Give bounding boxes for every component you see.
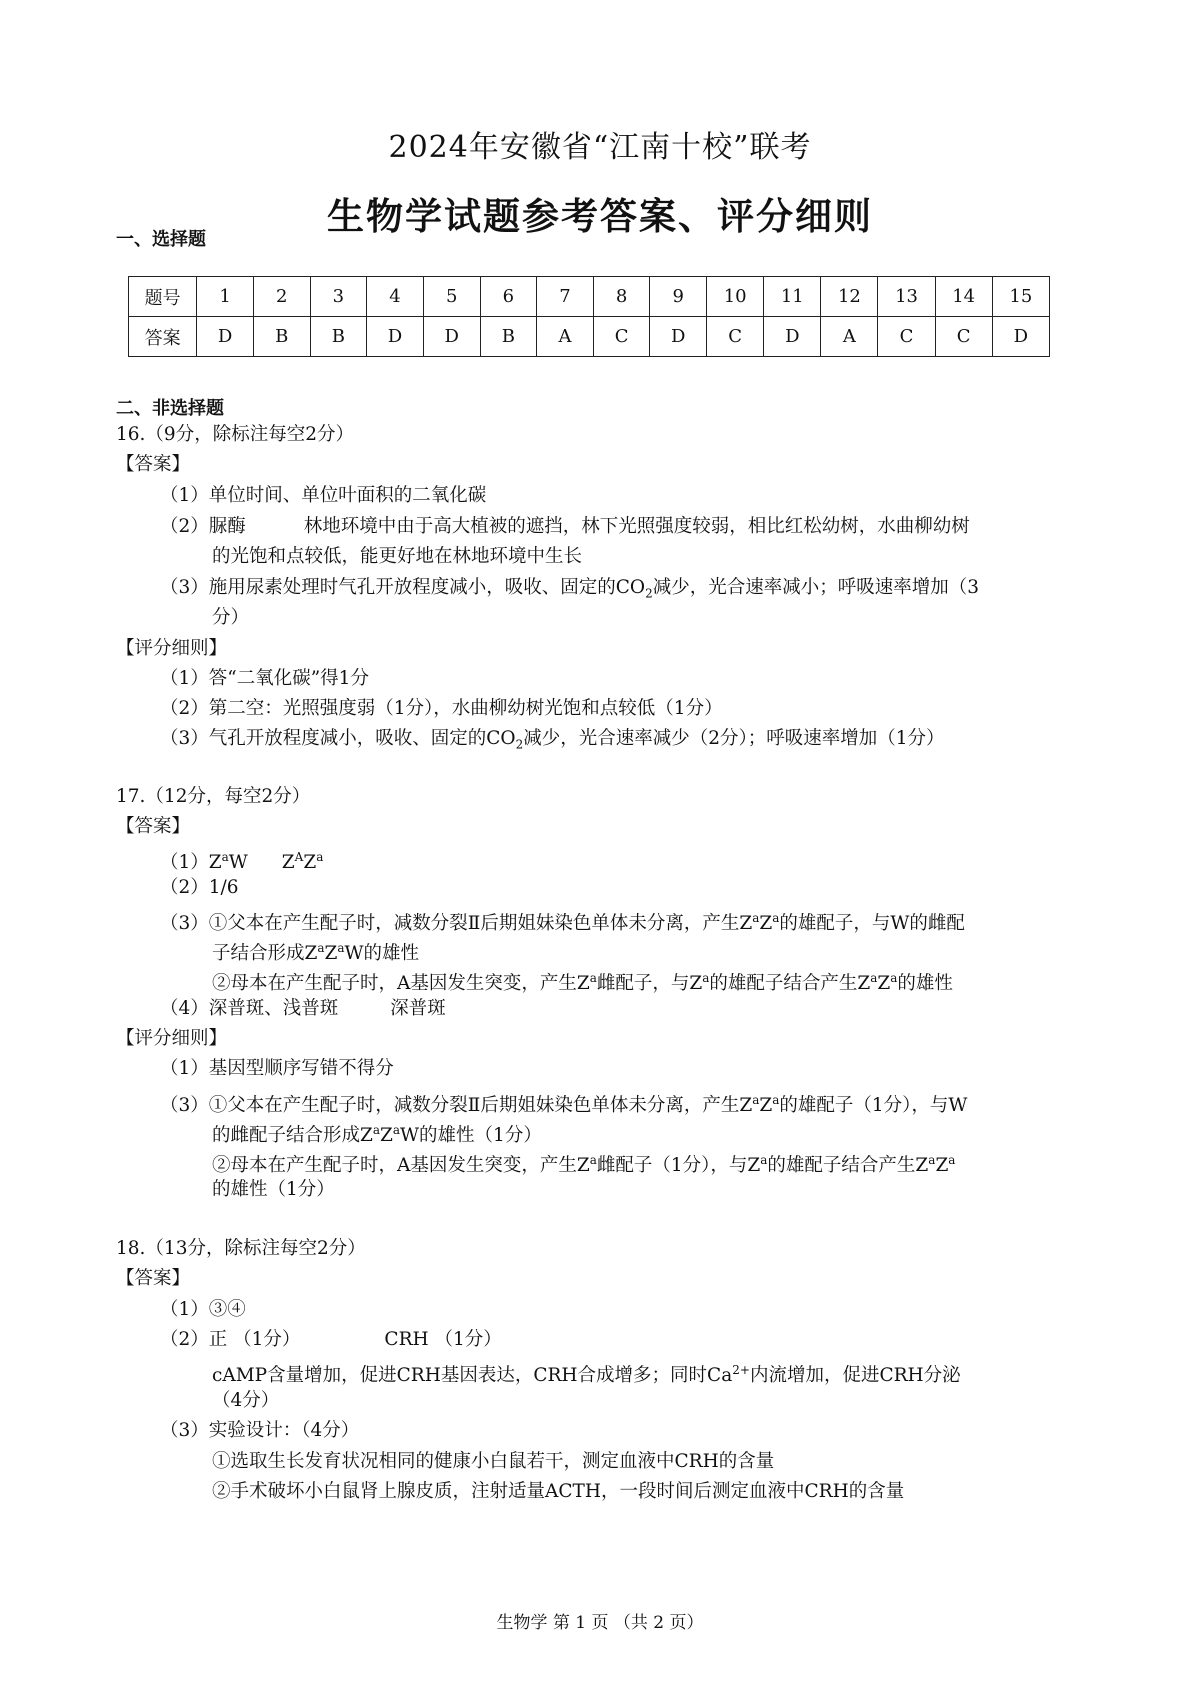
answer-table <box>128 276 1050 357</box>
text-span: 的雄性 <box>897 973 953 995</box>
text-span: Z <box>877 973 891 995</box>
question-number: 9 <box>650 277 707 317</box>
answer-cell: D <box>764 317 821 357</box>
q17-rubric-tag: 【评分细则】 <box>116 1028 228 1049</box>
q18-answer-2-line2 <box>212 1355 961 1391</box>
superscript: a <box>870 971 878 985</box>
superscript: a <box>221 850 229 864</box>
row-label-answer: 答案 <box>129 317 197 357</box>
superscript: a <box>752 911 760 925</box>
text-span: Z <box>324 943 338 965</box>
superscript: a <box>372 1123 381 1137</box>
answer-cell: C <box>593 317 650 357</box>
table-row-answers <box>129 317 1050 357</box>
q18-answer-3: （3）实验设计：（4分） <box>160 1420 360 1441</box>
question-number: 3 <box>310 277 367 317</box>
question-number: 14 <box>935 277 992 317</box>
q18-answer-3-step1: ①选取生长发育状况相同的健康小白鼠若干，测定血液中CRH的含量 <box>212 1451 775 1472</box>
superscript: a <box>890 971 898 985</box>
q17-rubric-1: （1）基因型顺序写错不得分 <box>160 1058 394 1079</box>
question-number: 13 <box>878 277 935 317</box>
answer-cell: C <box>707 317 764 357</box>
text-span: Z <box>281 852 295 874</box>
q18-answer-tag: 【答案】 <box>116 1268 191 1289</box>
q17-heading: 17.（12分，每空2分） <box>116 786 311 807</box>
answer-cell: C <box>935 317 992 357</box>
text-span: 的雄配子，与W的雌配 <box>779 913 965 935</box>
subscript: 2 <box>645 586 653 601</box>
text-span: 的雄配子结合产生Z <box>709 973 871 995</box>
superscript: a <box>392 1123 401 1137</box>
answer-cell: B <box>253 317 310 357</box>
superscript: a <box>760 1153 768 1167</box>
question-number: 12 <box>821 277 878 317</box>
text-span: （1）Z <box>160 852 222 874</box>
text-span: 深普斑 <box>390 998 446 1019</box>
page-footer: 生物学 第 1 页 （共 2 页） <box>496 1613 704 1633</box>
question-number: 4 <box>367 277 424 317</box>
answer-cell: D <box>992 317 1049 357</box>
question-number: 5 <box>423 277 480 317</box>
q16-answer-3 <box>160 573 979 609</box>
question-number: 7 <box>537 277 594 317</box>
q16-rubric-2: （2）第二空：光照强度弱（1分），水曲柳幼树光饱和点较低（1分） <box>160 698 723 719</box>
row-label-number: 题号 <box>129 277 197 317</box>
answer-cell: A <box>821 317 878 357</box>
superscript: a <box>948 1153 956 1167</box>
document-title: 生物学试题参考答案、评分细则 <box>327 195 873 238</box>
superscript: a <box>702 971 710 985</box>
q17-answer-2: （2）1/6 <box>160 877 239 898</box>
q16-heading: 16.（9分，除标注每空2分） <box>116 424 354 445</box>
text-span: W的雄性（1分） <box>400 1125 542 1147</box>
text-span: 子结合形成Z <box>212 943 318 965</box>
text-span: （4）深普斑、浅普斑 <box>160 998 339 1019</box>
table-row-numbers <box>129 277 1050 317</box>
q18-answer-2-line3: （4分） <box>212 1390 280 1411</box>
text-span: Z <box>759 913 773 935</box>
text-span: cAMP含量增加，促进CRH基因表达，CRH合成增多；同时Ca <box>212 1365 733 1387</box>
text-span: ②母本在产生配子时，A基因发生突变，产生Z <box>212 973 590 995</box>
text-span: （3）①父本在产生配子时，减数分裂Ⅱ后期姐妹染色单体未分离，产生Z <box>160 913 753 935</box>
superscript: a <box>317 941 325 955</box>
answer-cell: D <box>197 317 254 357</box>
q17-answer-4 <box>160 994 446 1024</box>
superscript: a <box>316 850 324 864</box>
question-number: 11 <box>764 277 821 317</box>
text-span: W <box>228 852 248 874</box>
text-span: W的雄性 <box>344 943 420 965</box>
q18-answer-2 <box>160 1325 502 1355</box>
question-number: 8 <box>593 277 650 317</box>
text-span: （3）气孔开放程度减小，吸收、固定的CO <box>160 728 516 749</box>
superscript: 2+ <box>732 1363 750 1377</box>
text-span: Z <box>303 852 317 874</box>
superscript: a <box>589 971 597 985</box>
text-span: （2）正 （1分） <box>160 1329 301 1350</box>
text-span: 雌配子，与Z <box>596 973 703 995</box>
q16-answer-1: （1）单位时间、单位叶面积的二氧化碳 <box>160 485 487 506</box>
text-span: 减少，光合速率减少（2分）；呼吸速率增加（1分） <box>523 728 945 749</box>
q16-rubric-1: （1）答“二氧化碳”得1分 <box>160 668 369 689</box>
superscript: A <box>294 850 304 864</box>
section-heading-nonchoice: 二、非选择题 <box>116 398 224 419</box>
q16-answer-2-cont: 的光饱和点较低，能更好地在林地环境中生长 <box>212 546 583 567</box>
question-number: 1 <box>197 277 254 317</box>
text-span: （3）施用尿素处理时气孔开放程度减小，吸收、固定的CO <box>160 577 646 598</box>
answer-cell: B <box>310 317 367 357</box>
q16-answer-2 <box>160 512 970 542</box>
question-number: 10 <box>707 277 764 317</box>
q18-heading: 18.（13分，除标注每空2分） <box>116 1238 366 1259</box>
q16-answer-tag: 【答案】 <box>116 454 191 475</box>
answer-cell: D <box>650 317 707 357</box>
exam-title: 2024年安徽省“江南十校”联考 <box>388 130 812 165</box>
text-span: 内流增加，促进CRH分泌 <box>749 1365 961 1387</box>
text-span: 的雄配子结合产生Z <box>767 1155 929 1177</box>
superscript: a <box>752 1093 760 1107</box>
q16-answer-3-cont: 分） <box>212 607 250 628</box>
answer-cell: C <box>878 317 935 357</box>
q18-answer-3-step2: ②手术破坏小白鼠肾上腺皮质，注射适量ACTH，一段时间后测定血液中CRH的含量 <box>212 1481 905 1502</box>
superscript: a <box>337 941 345 955</box>
q17-answer-tag: 【答案】 <box>116 816 191 837</box>
answer-cell: D <box>367 317 424 357</box>
text-span: ②母本在产生配子时，A基因发生突变，产生Z <box>212 1155 590 1177</box>
text-span: 的雌配子结合形成Z <box>212 1125 373 1147</box>
question-number: 6 <box>480 277 537 317</box>
q17-rubric-3-2-cont: 的雄性（1分） <box>212 1179 335 1200</box>
answer-cell: D <box>423 317 480 357</box>
text-span: 的雄配子（1分），与W <box>779 1095 968 1117</box>
section-heading-choice: 一、选择题 <box>116 229 206 250</box>
text-span: 减少，光合速率减小；呼吸速率增加（3 <box>652 577 980 598</box>
text-span: Z <box>759 1095 773 1117</box>
text-span: Z <box>380 1125 393 1147</box>
question-number: 2 <box>253 277 310 317</box>
subscript: 2 <box>515 737 524 752</box>
q16-rubric-tag: 【评分细则】 <box>116 638 228 659</box>
superscript: a <box>772 1093 780 1107</box>
text-span: Z <box>935 1155 949 1177</box>
text-span: CRH （1分） <box>384 1329 502 1350</box>
text-span: （3）①父本在产生配子时，减数分裂Ⅱ后期姐妹染色单体未分离，产生Z <box>160 1095 753 1117</box>
q18-answer-1: （1）③④ <box>160 1299 246 1320</box>
superscript: a <box>589 1153 597 1167</box>
superscript: a <box>928 1153 936 1167</box>
answer-cell: B <box>480 317 537 357</box>
q16-answer-2-blank2: 林地环境中由于高大植被的遮挡，林下光照强度较弱，相比红松幼树，水曲柳幼树 <box>303 516 970 537</box>
superscript: a <box>772 911 780 925</box>
text-span: 雌配子（1分），与Z <box>596 1155 761 1177</box>
q16-answer-2-blank1: （2）脲酶 <box>160 516 246 537</box>
answer-cell: A <box>537 317 594 357</box>
question-number: 15 <box>992 277 1049 317</box>
q16-rubric-3 <box>160 724 945 760</box>
